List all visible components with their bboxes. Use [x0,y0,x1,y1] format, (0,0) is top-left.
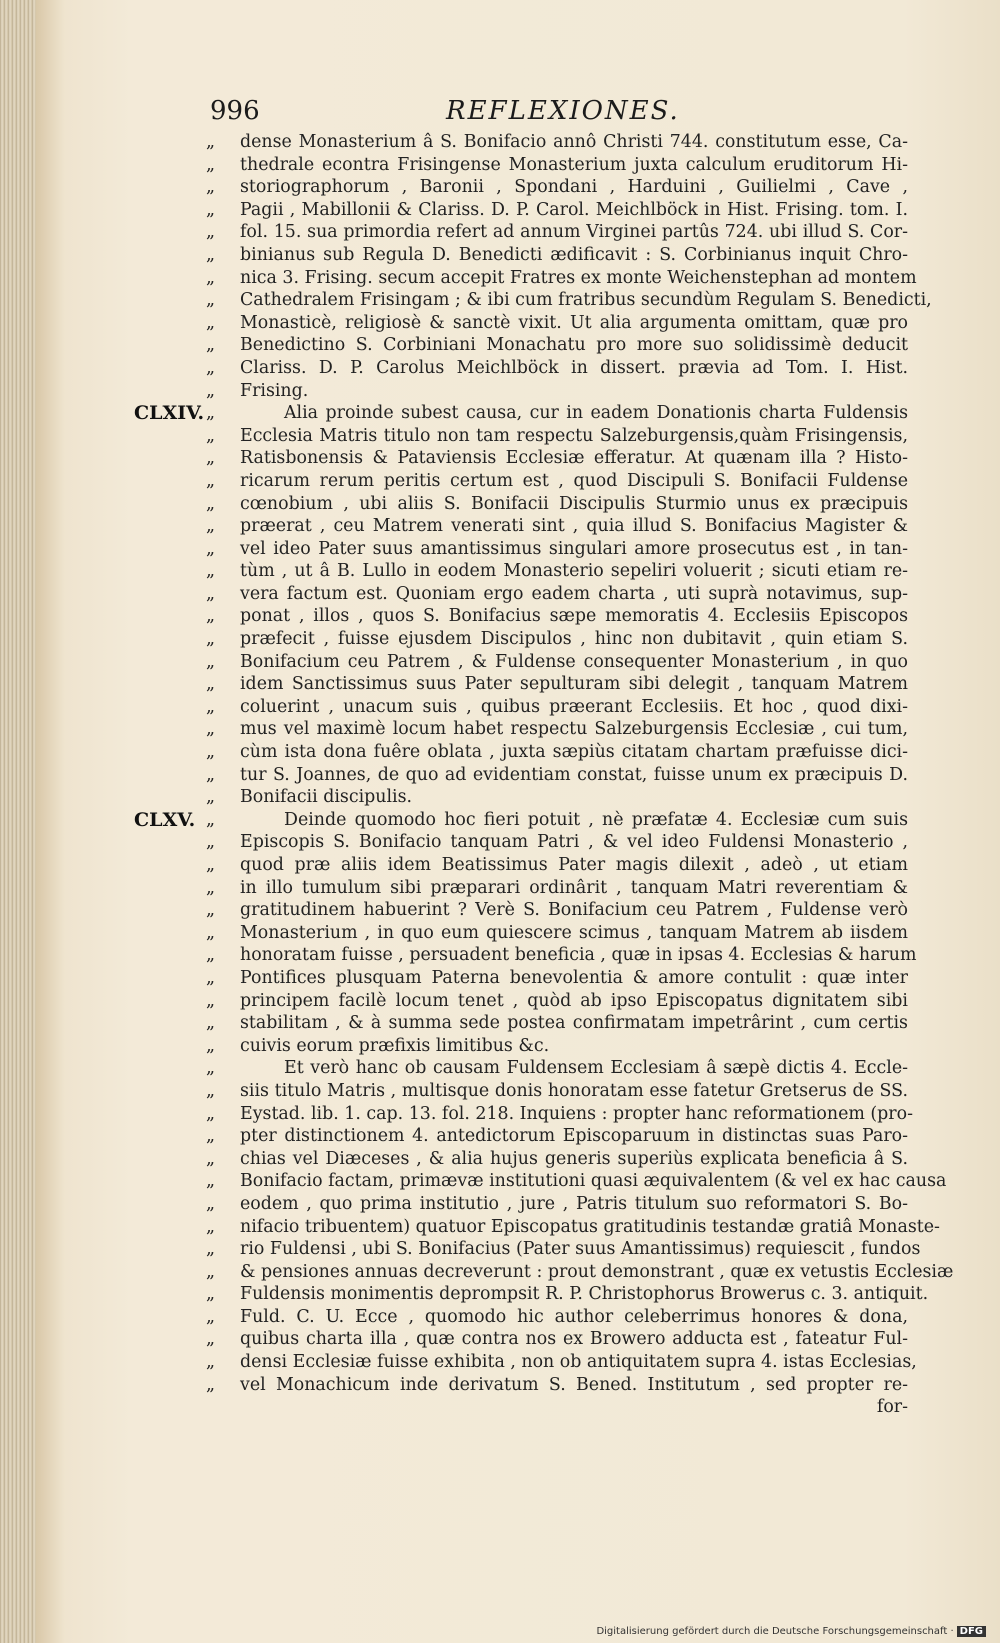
line-text: storiographorum , Baronii , Spondani , Harduini , Guilielmi , Cave , [240,177,908,198]
page-header [210,96,890,130]
line-text: quod præ aliis idem Beatissimus Pater magis dilexit , adeò , ut etiam [240,855,908,875]
quote-mark: „ [206,244,216,265]
line-text: rio Fuldensi , ubi S. Bonifacius (Pater suus Amantissimus) requiescit , fundos [240,1239,921,1260]
text-line [206,289,932,312]
quote-mark: „ [206,561,216,582]
quote-mark: „ [206,1329,216,1350]
quote-mark: „ [206,809,216,830]
running-title: REFLEXIONES. [446,96,680,126]
text-line [206,267,917,290]
text-line [206,673,908,696]
line-text: pter distinctionem 4. antedictorum Episcoparuum in distinctas suas Paro- [240,1126,908,1147]
footer-credit [596,1626,986,1637]
quote-mark: „ [206,132,216,152]
line-text: fol. 15. sua primordia refert ad annum Virginei partûs 724. ubi illud S. Cor- [240,222,908,243]
quote-mark: „ [206,199,216,220]
text-line [206,1374,908,1397]
line-text: tùm , ut â B. Lullo in eodem Monasterio sepeliri voluerit ; sicuti etiam re- [240,561,908,582]
line-text: Alia proinde subest causa, cur in eadem Donationis charta Fuldensis [284,403,908,424]
quote-mark: „ [206,222,216,243]
line-text: binianus sub Regula D. Benedicti ædificavit : S. Corbinianus inquit Chro- [240,244,908,265]
text-line [134,402,908,425]
quote-mark: „ [206,719,216,740]
quote-mark: „ [206,1306,216,1327]
quote-mark: „ [206,335,216,356]
quote-mark: „ [206,696,216,717]
line-text: Bonifacio factam, primævæ institutioni quasi æquivalentem (& vel ex hac causa [240,1171,947,1192]
quote-mark: „ [206,538,216,559]
line-text: cùm ista dona fuêre oblata , juxta sæpiùs citatam chartam præfuisse dici- [240,742,908,763]
text-line [206,854,908,877]
text-line [206,967,908,990]
text-line [206,741,908,764]
text-line [206,786,908,809]
line-text: vel ideo Pater suus amantissimus singulari amore prosecutus est , in tan- [240,538,908,559]
line-text: thedrale econtra Frisingense Monasterium juxta calculum eruditorum Hi- [240,154,908,175]
text-line [206,1080,908,1103]
line-text: ricarum rerum peritis certum est , quod Discipuli S. Bonifacii Fuldense [240,470,908,491]
line-text: stabilitam , & à summa sede postea confirmatam impetrârint , cum certis [240,1013,908,1034]
text-line [206,764,908,787]
quote-mark: „ [206,1284,216,1305]
text-line [206,1057,908,1080]
quote-mark: „ [206,1216,216,1237]
line-text: vel Monachicum inde derivatum S. Bened. Institutum , sed propter re- [240,1374,908,1395]
quote-mark: „ [206,267,216,288]
quote-mark: „ [206,1058,216,1079]
quote-mark: „ [206,990,216,1011]
text-line [206,628,908,651]
quote-mark: „ [206,403,216,424]
text-line [206,515,908,538]
text-line [206,199,908,222]
quote-mark: „ [206,1171,216,1192]
line-text: Fuldensis monimentis deprompsit R. P. Christophorus Browerus c. 3. antiquit. [240,1284,929,1305]
line-text: siis titulo Matris , multisque donis honoratam esse fatetur Gretserus de SS. [240,1080,908,1101]
quote-mark: „ [206,425,216,446]
line-text: tur S. Joannes, de quo ad evidentiam constat, fuisse unum ex præcipuis D. [240,764,908,785]
text-line [206,1396,908,1419]
quote-mark: „ [206,1239,216,1260]
text-line [206,312,908,335]
quote-mark: „ [206,312,216,333]
quote-mark: „ [206,380,216,401]
page-edge [0,0,36,1643]
text-line [134,808,908,832]
quote-mark: „ [206,1126,216,1147]
text-line [206,1351,917,1374]
line-text: dense Monasterium â S. Bonifacio annô Christi 744. constitutum esse, Ca- [240,132,908,152]
line-text: principem facilè locum tenet , quòd ab ipso Episcopatus dignitatem sibi [240,990,908,1011]
line-text: coluerint , unacum suis , quibus præerant Ecclesiis. Et hoc , quod dixi- [240,696,908,717]
line-text: vera factum est. Quoniam ergo eadem charta , uti suprà notavimus, sup- [240,583,908,604]
line-text: Frising. [240,380,309,401]
quote-mark: „ [206,1352,216,1373]
text-line [206,1306,908,1329]
text-line [206,1328,908,1351]
text-line [206,877,908,900]
quote-mark: „ [206,967,216,988]
line-text: in illo tumulum sibi præparari ordinârit , tanquam Matri reverentiam & [240,877,908,898]
text-line [206,1148,908,1171]
text-line [206,696,908,719]
quote-mark: „ [206,1374,216,1395]
line-text: chias vel Diæceses , & alia hujus generis superiùs explicata beneficia â S. [240,1148,908,1169]
text-line [206,1283,929,1306]
text-line [206,944,917,967]
line-text: nifacio tribuentem) quatuor Episcopatus gratitudinis testandæ gratiâ Monaste- [240,1216,940,1237]
text-line [206,922,908,945]
quote-mark: „ [206,1035,216,1056]
line-text: Monasticè, religiosè & sanctè vixit. Ut alia argumenta omittam, quæ pro [240,312,908,333]
text-line [206,221,908,244]
quote-mark: „ [206,900,216,921]
quote-mark: „ [206,493,216,514]
section-number: CLXV. [134,808,196,831]
quote-mark: „ [206,945,216,966]
text-line [206,560,908,583]
text-line [206,380,908,403]
text-line [206,447,908,470]
text-line [206,1012,908,1035]
line-text: & pensiones annuas decreverunt : prout demonstrant , quæ ex vetustis Ecclesiæ [240,1261,954,1282]
quote-mark: „ [206,290,216,311]
line-text: Bonifacium ceu Patrem , & Fuldense consequenter Monasterium , in quo [240,651,908,672]
line-text: Monasterium , in quo eum quiescere scimus , tanquam Matrem ab iisdem [240,922,908,943]
text-line [206,470,908,493]
quote-mark: „ [206,1013,216,1034]
quote-mark: „ [206,922,216,943]
text-line [206,1103,913,1126]
line-text: Deinde quomodo hoc fieri potuit , nè præfatæ 4. Ecclesiæ cum suis [284,809,908,830]
line-text: honoratam fuisse , persuadent beneficia , quæ in ipsas 4. Ecclesias & harum [240,945,917,966]
quote-mark: „ [206,1103,216,1124]
text-line [206,244,908,267]
text-line [206,1125,908,1148]
quote-mark: „ [206,177,216,198]
text-line [206,538,908,561]
line-text: Pontifices plusquam Paterna benevolentia & amore contulit : quæ inter [240,967,908,988]
line-text: Clariss. D. P. Carolus Meichlböck in dissert. prævia ad Tom. I. Hist. [240,357,908,378]
line-text: mus vel maximè locum habet respectu Salzeburgensis Ecclesiæ , cui tum, [240,719,908,740]
dfg-logo: DFG [957,1626,986,1637]
text-line [206,651,908,674]
line-text: eodem , quo prima institutio , jure , Patris titulum suo reformatori S. Bo- [240,1193,908,1214]
quote-mark: „ [206,787,216,808]
quote-mark: „ [206,448,216,469]
text-line [206,605,908,628]
text-line [206,425,908,448]
text-line [206,990,908,1013]
line-text: quibus charta illa , quæ contra nos ex Browero adducta est , fateatur Ful- [240,1329,908,1350]
line-text: Fuld. C. U. Ecce , quomodo hic author celeberrimus honores & dona, [240,1306,908,1327]
quote-mark: „ [206,1080,216,1101]
text-line [206,718,908,741]
line-text: Episcopis S. Bonifacio tanquam Patri , & vel ideo Fuldensi Monasterio , [240,832,908,853]
text-line [206,493,908,516]
quote-mark: „ [206,629,216,650]
quote-mark: „ [206,832,216,853]
text-line [206,1238,921,1261]
quote-mark: „ [206,606,216,627]
line-text: præfecit , fuisse ejusdem Discipulos , hinc non dubitavit , quin etiam S. [240,629,908,650]
quote-mark: „ [206,1193,216,1214]
text-line [206,1216,940,1239]
text-line [206,131,908,154]
line-text: cœnobium , ubi aliis S. Bonifacii Discipulis Sturmio unus ex præcipuis [240,493,908,514]
line-text: Pagii , Mabillonii & Clariss. D. P. Carol. Meichlböck in Hist. Frising. tom. I. [240,199,908,220]
text-body [134,131,954,1419]
quote-mark: „ [206,154,216,175]
text-line [206,154,908,177]
line-text: cuivis eorum præfixis limitibus &c. [240,1035,550,1056]
quote-mark: „ [206,357,216,378]
line-text: gratitudinem habuerint ? Verè S. Bonifacium ceu Patrem , Fuldense verò [240,900,908,921]
text-line [206,176,908,199]
section-number: CLXIV. [134,402,205,425]
line-text: Cathedralem Frisingam ; & ibi cum fratribus secundùm Regulam S. Benedicti, [240,290,932,311]
text-line [206,831,908,854]
line-text: Bonifacii discipulis. [240,787,413,808]
quote-mark: „ [206,583,216,604]
quote-mark: „ [206,651,216,672]
text-line [206,1193,908,1216]
page-number: 996 [210,96,260,126]
quote-mark: „ [206,516,216,537]
line-text: Ecclesia Matris titulo non tam respectu Salzeburgensis,quàm Frisingensis, [240,425,908,446]
footer-text: Digitalisierung gefördert durch die Deutsche Forschungsgemeinschaft · [596,1626,954,1637]
quote-mark: „ [206,1148,216,1169]
quote-mark: „ [206,470,216,491]
line-text: Eystad. lib. 1. cap. 13. fol. 218. Inquiens : propter hanc reformationem (pro- [240,1103,913,1124]
quote-mark: „ [206,742,216,763]
line-text: Et verò hanc ob causam Fuldensem Ecclesiam â sæpè dictis 4. Eccle- [284,1058,908,1079]
quote-mark: „ [206,674,216,695]
line-text: præerat , ceu Matrem venerati sint , quia illud S. Bonifacius Magister & [240,516,908,537]
line-text: ponat , illos , quos S. Bonifacius sæpe memoratis 4. Ecclesiis Episcopos [240,606,908,627]
line-text: idem Sanctissimus suus Pater sepulturam sibi delegit , tanquam Matrem [240,674,908,695]
line-text: densi Ecclesiæ fuisse exhibita , non ob antiquitatem supra 4. istas Ecclesias, [240,1352,917,1373]
quote-mark: „ [206,877,216,898]
text-line [206,899,908,922]
text-line [206,1035,908,1058]
text-line [206,334,908,357]
line-text: nica 3. Frising. secum accepit Fratres ex monte Weichenstephan ad montem [240,267,917,288]
text-line [206,1261,954,1284]
quote-mark: „ [206,1261,216,1282]
quote-mark: „ [206,764,216,785]
line-text: for- [876,1397,908,1418]
text-line [206,1170,947,1193]
quote-mark: „ [206,855,216,875]
line-text: Benedictino S. Corbiniani Monachatu pro more suo solidissimè deducit [240,335,908,356]
text-line [206,357,908,380]
line-text: Ratisbonensis & Pataviensis Ecclesiæ efferatur. At quænam illa ? Histo- [240,448,908,469]
text-line [206,583,908,606]
